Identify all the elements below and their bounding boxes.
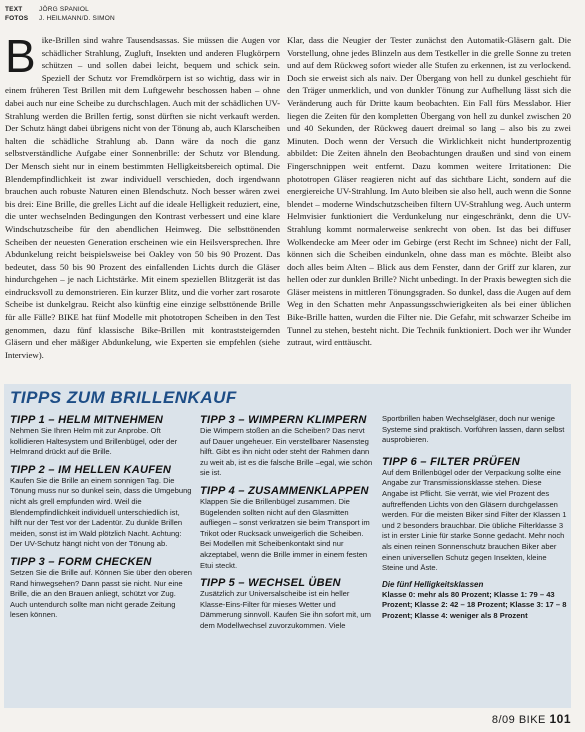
tip-heading: TIPP 5 – WECHSEL ÜBEN — [200, 577, 341, 590]
tip-body: Die Wimpern stoßen an die Scheiben? Das nervt auf Dauer ungeheuer. Ein verstellbarer Nasensteg hilft. Gibt es ihn nicht oder steht der Rahmen dann zu weit ab, ist es die falsche Brille –egal, wie schön sie ist. — [200, 426, 373, 478]
article-column-2-text: Klar, dass die Neugier der Tester zunächst den Automatik-Gläsern galt. Die Vorstellung, ohne jedes Blinzeln aus dem Testkeller in die grelle Sonne zu treten und auf dem Rückweg sofort wieder alle Stufen zu erkennen, ist zu verlockend. Doch sie erweist sich als naiv. Der Übergang von hell zu dunkel geschieht für den Träger unmerklich, und von dunkler Tönung zur Aufhellung lässt sich die Veränderung auch für Dritte kaum beobachten. Ein Fall fürs Messlabor. Hier liegen die Zeiten für den kompletten Übergang von hell zu dunkel zwischen 20 und 40 Sekunden, der Rückweg dauert dreimal so lang – also bis zu zwei Minuten. Doch wenn der Versuch die Wirklichkeit nicht hundertprozentig abbildet: Die Zeiten ähneln den Beobachtungen draußen und sind von einem Fingerschnippen weit entfernt. Dazu kommen weitere Irritationen: Die phototropen Gläser reagieren nicht auf das sichtbare Licht, sondern auf die energiereiche UV-Strahlung. Im Auto bleiben sie also hell, auch wenn die Sonne blendet – moderne Windschutzscheiben filtern UV-Strahlung weg. Auch unterm Helmvisier funktioniert die Verdunkelung nur eingeschränkt, denn die UV-Strahlung kommt normalerweise senkrecht von oben. Ist das bei diffuser Wolkendecke am Meer oder im Gebirge (erst Recht im Schnee) nicht der Fall, können sich die Scheiben eindunkeln, ohne dass man es möchte. Bleibt also doch alles beim Alten – Blick aus dem Fenster, dann der Griff zur klaren, zur hellen oder zur dunklen Brille? Nicht unbedingt. In der Praxis bewegten sich die Gläser meistens in mittleren Tönungsgraden. So dunkel, dass die Augen auf dem Weg in den Schatten mehr Anpassungsschwierigkeiten als bei einer üblichen Bike-Brille hatten, wurden die Filter nie. Die Gefahr, mit schwarzer Scheibe im Tunnel zu stehen, besteht nicht. Die Technik funktioniert. Doch wer ihr Wunder zutraut, wird enttäuscht. — [287, 35, 571, 348]
tip-heading: TIPP 4 – ZUSAMMENKLAPPEN — [200, 484, 369, 497]
credit-photo-authors: J. HEILMANN/D. SIMON — [39, 15, 115, 22]
tips-column-3 — [382, 414, 567, 704]
tip-hell-kaufen — [10, 464, 192, 550]
article-column-1-text: ike-Brillen sind wahre Tausendsassas. Sie müssen die Augen vor schädlicher Strahlung, Zugluft, Insekten und anderen Flugkörpern schützen – und sollen dabei leicht, bequem und schick sein. Speziell der Schutz vor Fremdkörpern ist so wichtig, dass wir in einem früheren Test Brillen mit dem Luftgewehr beschossen haben – ohne dabei auch nur eine Scheibe zu durchschlagen. Auch mit der schädlichen UV-Strahlung werden die Brillen fertig, sonst dürften sie nicht verkauft werden. Der Schutz hängt dabei übrigens nicht von der Tönung ab, auch Klarscheiben halten die schädliche Strahlung ab. Dann wäre da noch die ganz selbstverständliche Aufgabe einer Sonnenbrille: der Schutz vor Blendung. Der Mensch sieht nur in einem bestimmten Helligkeitsbereich optimal. Die Blendempfindlichkeit ist zwar individuell verschieden, doch irgendwann brauchen auch robuste Naturen einen Blendschutz. Noch besser wären zwei bis drei: Eine Brille, die grelles Licht auf die ideale Helligkeit reduziert, eine, die unter wechselnden Bedingungen den Kontrast verbessert und eine klare Windschutzscheibe für den abendlichen Heimweg. Die selbsttönenden Scheiben der neuesten Generation erscheinen wie ein Heilsversprechen. Ihre Abdunkelung reicht beispielsweise bei Oakley von 50 bis 90 Prozent. Das bedeutet, dass 50 bis 90 Prozent des einfallenden Lichts durch die Gläser hindurchgehen – je nach Lichtstärke. Mit einem speziellen Blitzgerät ist das eindrucksvoll zu demonstrieren. Ein kurzer Blitz, und die vorher zart rosarote Scheibe ist dunkelgrau. Reicht also künftig eine einzige selbsttönende Brille für alle Fälle? BIKE hat fünf Modelle mit phototropen Scheiben in den Test genommen, dazu fünf klassische Bike-Brillen mit kontraststeigernden Gläsern und eher mäßiger Abdunkelung, wie Experten sie empfehlen (siehe Interview). — [5, 35, 280, 360]
tips-box — [4, 384, 571, 708]
tip-body: Zusätzlich zur Universalscheibe ist ein heller Klasse-Eins-Filter für mieses Wetter und Dämmerung sinnvoll. Kaufen Sie ihn sofort mit, um dem Modellwechsel zuvorzukommen. Viele — [200, 589, 371, 630]
tips-box-title: TIPPS ZUM BRILLENKAUF — [10, 388, 237, 407]
credit-text-row — [5, 5, 235, 14]
tip-body: Nehmen Sie Ihren Helm mit zur Anprobe. Oft kollidieren Haltesystem und Brillenbügel, oder der Helmrand drückt auf die Brille. — [10, 426, 178, 457]
tip-helm — [10, 414, 192, 458]
credit-text-author: JÖRG SPANIOL — [39, 6, 89, 13]
tip-body: Klappen Sie die Brillenbügel zusammen. Die Bügelenden sollten nicht auf den Glasmitten aufliegen – sonst verkratzen sie beim Transport im Trikot oder Rucksack unweigerlich die Scheiben. Bei Modellen mit Scheibenkontakt sind nur akzeptabel, wenn die Brille immer in einem festen Etui steckt. — [200, 496, 370, 570]
tip-heading: TIPP 3 – FORM CHECKEN — [10, 555, 152, 568]
page-number: 101 — [549, 712, 571, 726]
tip-body: Kaufen Sie die Brille an einem sonnigen Tag. Die Tönung muss nur so dunkel sein, dass die Umgebung nicht als grell empfunden wird. Weil die Blendempfindlichkeit individuell unterschiedlich ist, hilft nur der Test vor der Ladentür. Zu dunkle Brillen meiden, sonst ist im Wald plötzlich Nacht. Achtung: Der UV-Schutz hängt nicht von der Tönung ab. — [10, 475, 192, 549]
tip-heading: TIPP 2 – IM HELLEN KAUFEN — [10, 463, 172, 476]
credit-photo-row — [5, 14, 235, 23]
tip-wechsel — [200, 577, 374, 631]
credits — [5, 5, 235, 23]
tips-column-2 — [200, 414, 374, 704]
tip-filter — [382, 456, 567, 574]
brightness-classes — [382, 580, 567, 622]
tip-heading: TIPP 3 – WIMPERN KLIMPERN — [200, 414, 367, 426]
dropcap: B — [5, 34, 36, 82]
tip-body: Setzen Sie die Brille auf. Können Sie über den oberen Rand hinwegsehen? Dann passt sie nicht. Nur eine Brille, die an den Brauen anliegt, schützt vor Zug. Auch untendurch sollte man nicht gerade Zeitung lesen können. — [10, 567, 192, 620]
tip-heading: TIPP 1 – HELM MITNEHMEN — [10, 414, 164, 426]
magazine-name: BIKE — [518, 714, 546, 726]
tips-column-1 — [10, 414, 192, 704]
brightness-classes-list: Klasse 0: mehr als 80 Prozent; Klasse 1: 79 – 43 Prozent; Klasse 2: 42 – 18 Prozent; Klasse 3: 17 – 8 Prozent; Klasse 4: weniger als 8 Prozent — [382, 589, 567, 620]
tip-heading: TIPP 6 – FILTER PRÜFEN — [382, 455, 521, 468]
article-column-1 — [5, 34, 280, 388]
credit-text-label: TEXT — [5, 6, 23, 13]
brightness-classes-heading: Die fünf Helligkeitsklassen — [382, 579, 484, 589]
credit-photo-label: FOTOS — [5, 15, 29, 22]
tip-continuation — [382, 414, 567, 446]
issue-number: 8/09 — [491, 714, 516, 726]
tip-continuation-text: Sportbrillen haben Wechselgläser, doch nur wenige Systeme sind praktisch. Vorführen lassen, dann selbst ausprobieren. — [382, 414, 565, 445]
article-column-2 — [287, 34, 571, 388]
tip-zusammenklappen — [200, 485, 374, 571]
tip-form-checken — [10, 556, 192, 621]
tip-wimpern — [200, 414, 374, 479]
tip-body: Auf dem Brillenbügel oder der Verpackung sollte eine Angabe zur Transmissionsklasse stehen. Diese Angabe ist Pflicht. Sie verrät, wie viel Prozent des auftreffenden Lichts von den Gläsern durchgelassen werden. Für die meisten Biker sind Filter der Klassen 1 und 2 besonders brauchbar. Die übliche Filterklasse 3 ist in erster Linie für starke Sonne gedacht. Mehr noch als einen reinen Sonnenschutz brauchen Biker aber einen universellen Schutz gegen Insekten, kleine Steine und Äste. — [382, 467, 567, 573]
page-folio — [492, 712, 571, 726]
